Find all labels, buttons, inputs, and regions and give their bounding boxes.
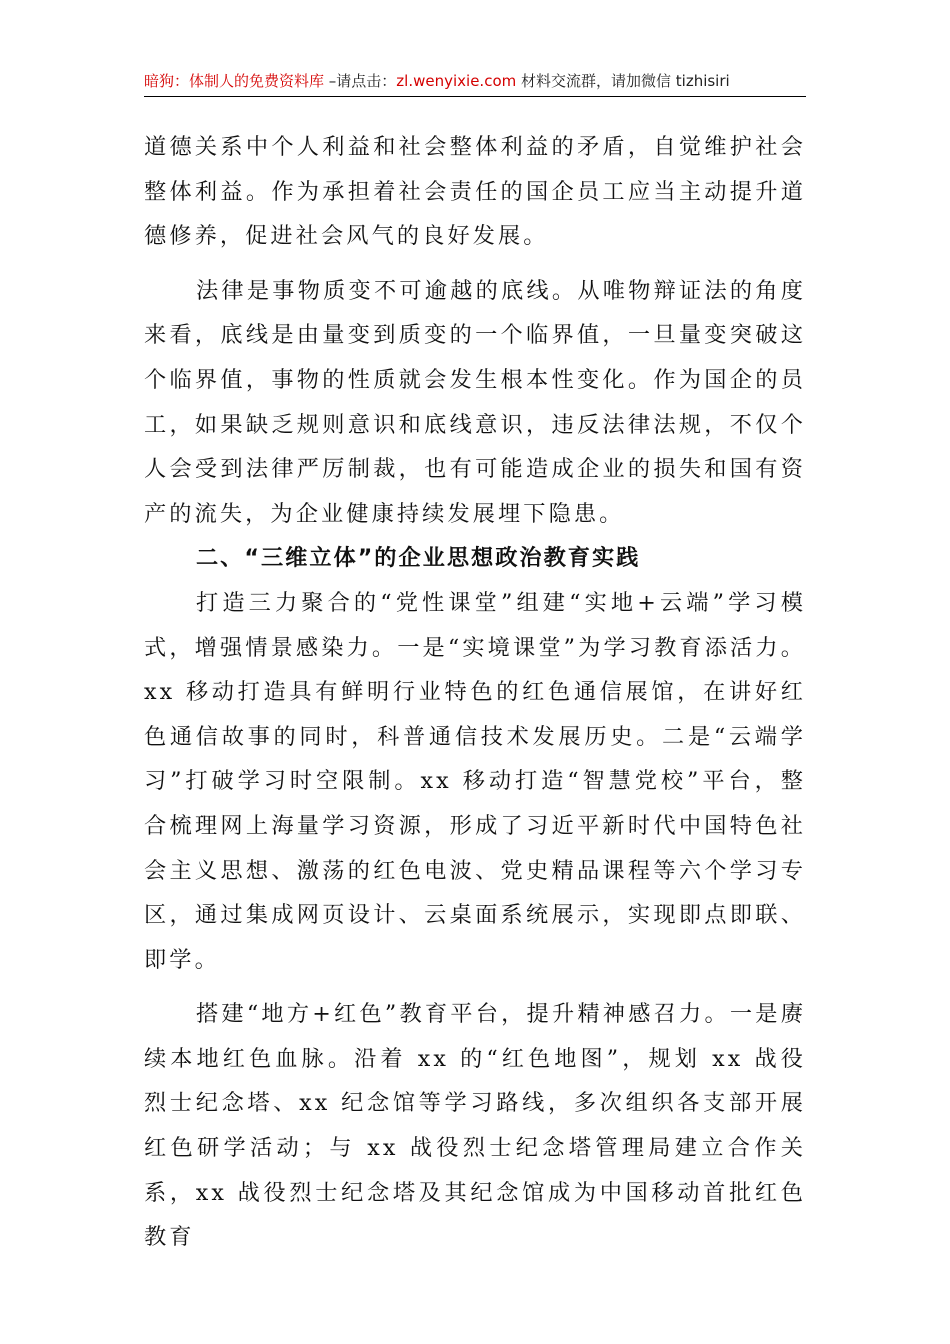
header-click-prompt: –请点击： xyxy=(324,72,397,90)
header-url-link[interactable]: zl.wenyixie.com xyxy=(396,72,517,90)
page-header xyxy=(144,66,806,97)
paragraph-1: 道德关系中个人利益和社会整体利益的矛盾，自觉维护社会整体利益。作为承担着社会责任的国企员工应当主动提升道德修养，促进社会风气的良好发展。 xyxy=(144,134,806,250)
paragraph-3: 打造三力聚合的“党性课堂”组建“实地+云端”学习模式，增强情景感染力。一是“实境课堂”为学习教育添活力。xx 移动打造具有鲜明行业特色的红色通信展馆，在讲好红色通信故事的同时，科普通信技术发展历史。二是“云端学习”打破学习时空限制。xx 移动打造“智慧党校”平台，整合梳理网上海量学习资源，形成了习近平新时代中国特色社会主义思想、激荡的红色电波、党史精品课程等六个学习专区，通过集成网页设计、云桌面系统展示，实现即点即联、即学。 xyxy=(144,589,806,973)
header-wechat-note: 材料交流群，请加微信 tizhisiri xyxy=(516,72,730,90)
document-body xyxy=(144,125,806,1260)
header-site-name: 暗狗：体制人的免费资料库 xyxy=(144,72,325,90)
section-heading: 二、“三维立体”的企业思想政治教育实践 xyxy=(196,545,641,572)
paragraph-4: 搭建“地方+红色”教育平台，提升精神感召力。一是赓续本地红色血脉。沿着 xx 的“红色地图”，规划 xx 战役烈士纪念塔、xx 纪念馆等学习路线，多次组织各支部开展红色研学活动；与 xx 战役烈士纪念塔管理局建立合作关系，xx 战役烈士纪念塔及其纪念馆成为中国移动首批红色教育 xyxy=(144,1001,806,1251)
paragraph-2: 法律是事物质变不可逾越的底线。从唯物辩证法的角度来看，底线是由量变到质变的一个临界值，一旦量变突破这个临界值，事物的性质就会发生根本性变化。作为国企的员工，如果缺乏规则意识和底线意识，违反法律法规，不仅个人会受到法律严厉制裁，也有可能造成企业的损失和国有资产的流失，为企业健康持续发展埋下隐患。 xyxy=(144,277,806,527)
